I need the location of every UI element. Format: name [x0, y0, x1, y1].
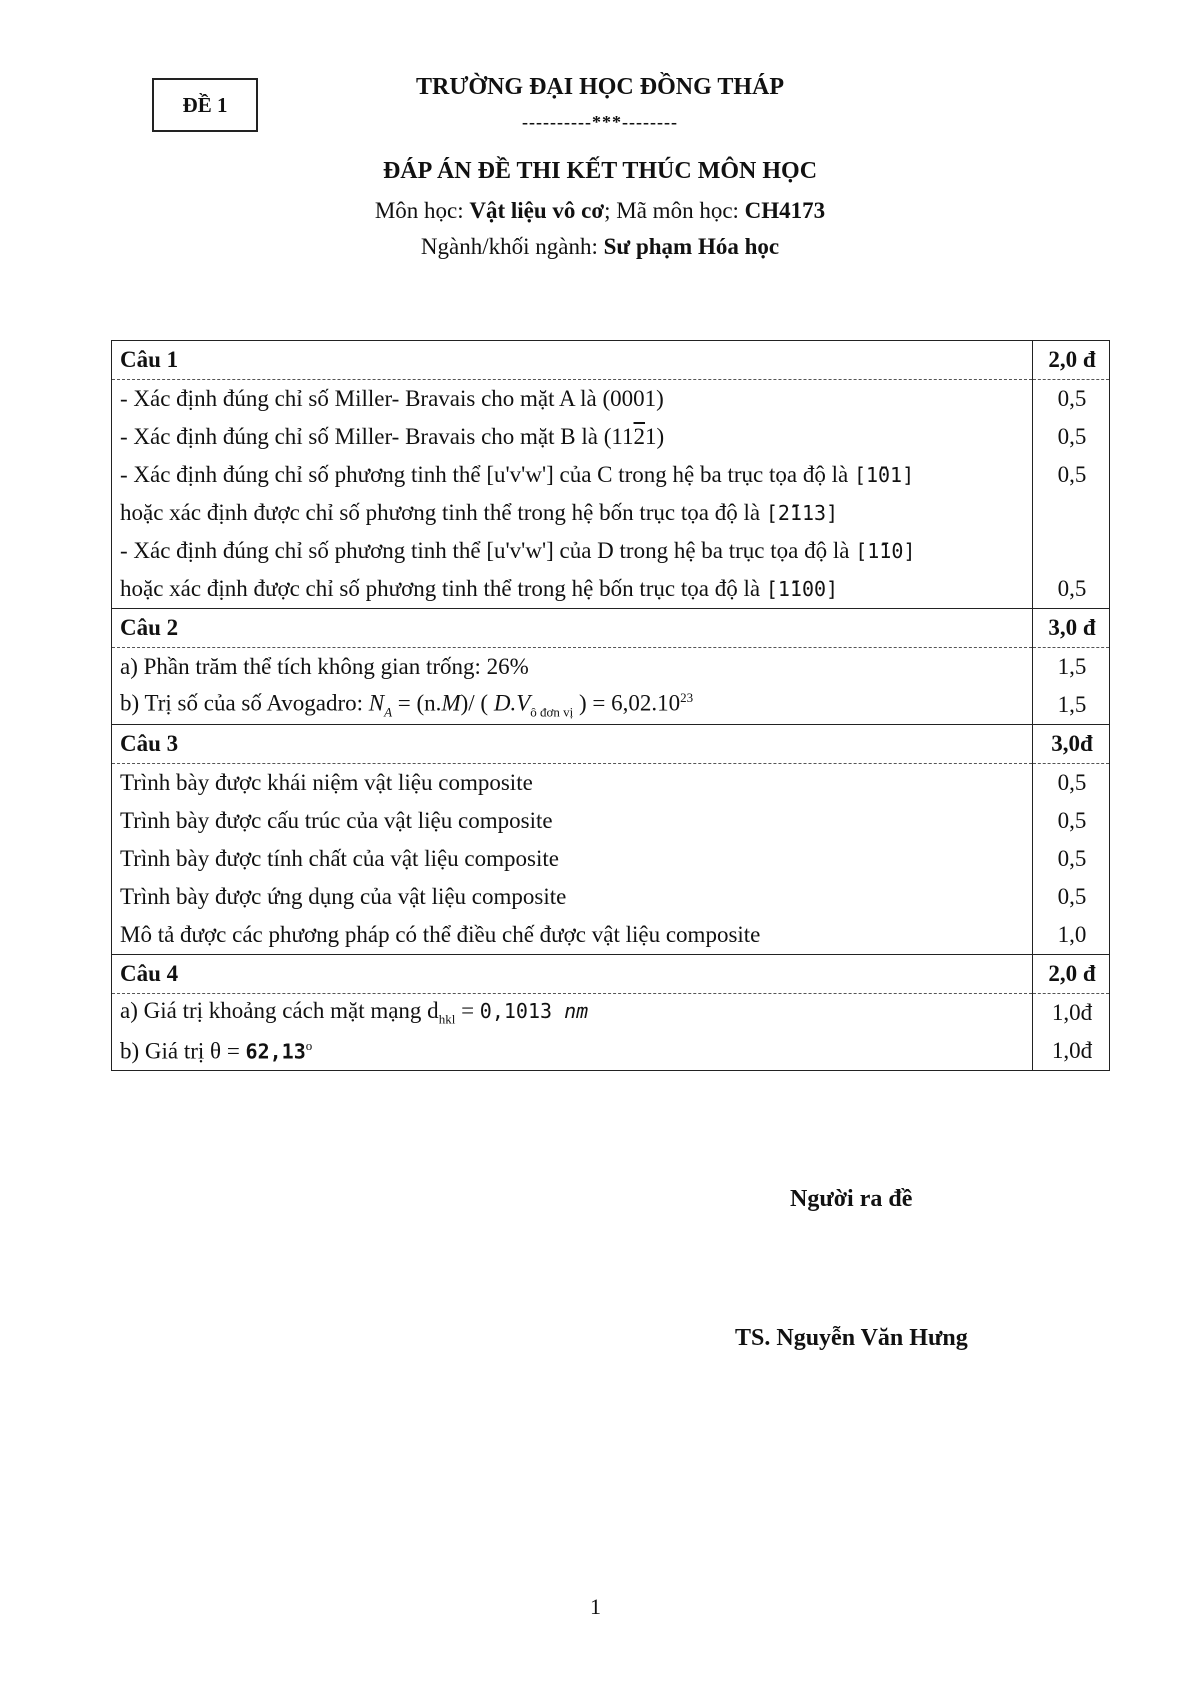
table-row [112, 418, 1110, 456]
subject-name: Vật liệu vô cơ [469, 198, 605, 223]
subject-line [300, 198, 900, 224]
answer-table [111, 340, 1110, 1071]
answer-points: 0,5 [1033, 764, 1110, 803]
table-row [112, 570, 1110, 609]
question-title: Câu 3 [112, 725, 1033, 764]
answer-points: 0,5 [1033, 456, 1110, 494]
subject-code: CH4173 [744, 198, 826, 223]
question-header [112, 341, 1110, 380]
direction-index: [1̄01] [853, 463, 915, 487]
formula-part: = (n. [392, 690, 442, 716]
answer-text-part: b) Giá trị θ = [120, 1038, 246, 1064]
answer-points: 0,5 [1033, 878, 1110, 916]
exam-code-box [152, 78, 258, 132]
overlined-index: 2 [633, 424, 646, 449]
answer-points: 1,0 [1033, 916, 1110, 955]
question-points: 2,0 đ [1033, 955, 1110, 994]
answer-text-part: a) Giá trị khoảng cách mặt mạng d [120, 998, 439, 1024]
formula-part: = [455, 998, 480, 1024]
answer-points: 0,5 [1033, 418, 1110, 456]
answer-points: 0,5 [1033, 840, 1110, 878]
question-header [112, 725, 1110, 764]
table-row [112, 494, 1110, 532]
direction-index: [1̄100] [765, 577, 839, 601]
answer-text-part: - Xác định đúng chỉ số phương tinh thể [u'v'w'] của D trong hệ ba trục tọa độ là [120, 538, 856, 563]
answer-text: Trình bày được tính chất của vật liệu composite [112, 840, 1033, 878]
formula-part: ) = 6,02.10 [573, 690, 681, 716]
formula-var: N [368, 690, 385, 716]
answer-text: Trình bày được cấu trúc của vật liệu composite [112, 802, 1033, 840]
major-name: Sư phạm Hóa học [603, 234, 780, 259]
formula-sub: hkl [438, 1011, 456, 1027]
question-title: Câu 4 [112, 955, 1033, 994]
question-title: Câu 1 [112, 341, 1033, 380]
table-row [112, 648, 1110, 687]
answer-points: 0,5 [1033, 802, 1110, 840]
answer-text: Trình bày được khái niệm vật liệu composite [112, 764, 1033, 803]
answer-text [112, 994, 1033, 1033]
formula-sub: A [384, 704, 393, 720]
answer-text: Trình bày được ứng dụng của vật liệu composite [112, 878, 1033, 916]
answer-text: a) Phần trăm thể tích không gian trống: 26% [112, 648, 1033, 687]
formula-part: )/ ( [460, 690, 494, 716]
exam-title: ĐÁP ÁN ĐỀ THI KẾT THÚC MÔN HỌC [382, 158, 818, 184]
direction-index: [2̄113] [765, 501, 839, 525]
table-row [112, 994, 1110, 1033]
question-points: 2,0 đ [1033, 341, 1110, 380]
formula-var: M [441, 690, 461, 716]
table-row [112, 802, 1110, 840]
answer-text-part: b) Trị số của số Avogadro: [120, 690, 369, 716]
signature-label: Người ra đề [790, 1186, 913, 1212]
formula-exponent: o [305, 1037, 313, 1053]
question-header [112, 955, 1110, 994]
answer-text [112, 532, 1033, 570]
answer-points: 1,0đ [1033, 994, 1110, 1033]
question-points: 3,0đ [1033, 725, 1110, 764]
answer-points: 1,5 [1033, 686, 1110, 725]
formula-var: D. [493, 690, 517, 716]
answer-text [112, 494, 1033, 532]
answer-text: - Xác định đúng chỉ số Miller- Bravais cho mặt A là (0001) [112, 380, 1033, 419]
code-label: ; Mã môn học: [604, 198, 739, 223]
table-row [112, 840, 1110, 878]
answer-points: 0,5 [1033, 570, 1110, 609]
major-label: Ngành/khối ngành: [420, 234, 598, 259]
direction-index: [1̄10] [855, 539, 916, 563]
answer-text-part: - Xác định đúng chỉ số phương tinh thể [u'v'w'] của C trong hệ ba trục tọa độ là [120, 462, 854, 487]
table-row [112, 916, 1110, 955]
exam-code-label: ĐỀ 1 [182, 92, 228, 117]
formula-sub: ô đơn vị [530, 704, 574, 720]
table-row [112, 686, 1110, 725]
question-title: Câu 2 [112, 609, 1033, 648]
answer-text [112, 570, 1033, 609]
answer-points: 1,5 [1033, 648, 1110, 687]
answer-text-part: hoặc xác định được chỉ số phương tinh thể trong hệ bốn trục tọa độ là [120, 576, 766, 601]
table-row [112, 878, 1110, 916]
answer-text [112, 1032, 1033, 1071]
page-number: 1 [590, 1594, 601, 1619]
formula-value: 62,13 [245, 1039, 306, 1064]
answer-points: 1,0đ [1033, 1032, 1110, 1071]
question-header [112, 609, 1110, 648]
major-line [300, 234, 900, 260]
answer-text [112, 456, 1033, 494]
answer-text [112, 686, 1033, 725]
formula-var: V [516, 690, 531, 716]
formula-unit: nm [552, 999, 589, 1024]
answer-points: 0,5 [1033, 380, 1110, 419]
formula-exponent: 23 [680, 689, 694, 705]
answer-text-tail: 1) [645, 424, 665, 449]
school-name: TRƯỜNG ĐẠI HỌC ĐỒNG THÁP [415, 74, 784, 100]
table-row [112, 456, 1110, 494]
signature-name: TS. Nguyễn Văn Hưng [735, 1325, 968, 1351]
formula-value: 0,1013 [479, 999, 553, 1024]
answer-text: Mô tả được các phương pháp có thể điều chế được vật liệu composite [112, 916, 1033, 955]
table-row [112, 380, 1110, 419]
answer-text-part: - Xác định đúng chỉ số Miller- Bravais cho mặt B là (11 [120, 424, 634, 449]
question-points: 3,0 đ [1033, 609, 1110, 648]
table-row [112, 764, 1110, 803]
answer-text [112, 418, 1033, 456]
answer-points [1033, 532, 1110, 570]
table-row [112, 532, 1110, 570]
header-divider: ----------***-------- [522, 112, 678, 132]
answer-points [1033, 494, 1110, 532]
answer-text-part: hoặc xác định được chỉ số phương tinh thể trong hệ bốn trục tọa độ là [120, 500, 766, 525]
table-row [112, 1032, 1110, 1071]
subject-label: Môn học: [374, 198, 464, 223]
